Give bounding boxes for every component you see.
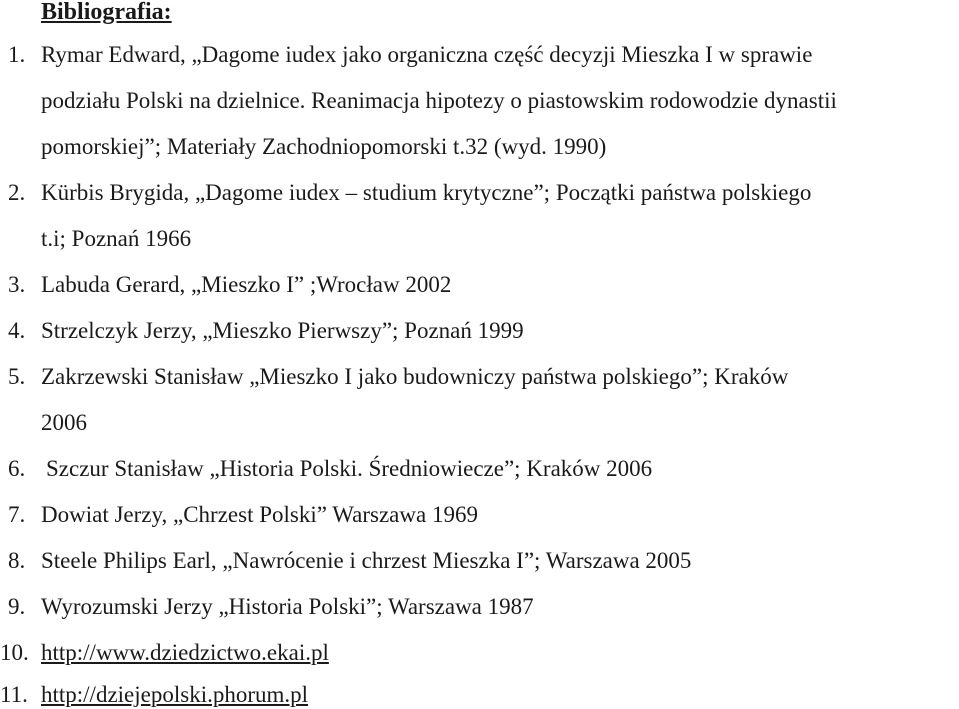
dziedzictwo-link[interactable]: http://www.dziedzictwo.ekai.pl	[41, 640, 329, 665]
entry-number: 8.	[8, 548, 26, 573]
entry-number: 4.	[8, 318, 26, 343]
entry-number: 9.	[8, 594, 26, 619]
entry-text: Szczur Stanisław „Historia Polski. Średniowiecze”; Kraków 2006	[46, 456, 653, 481]
entry-text: t.i; Poznań 1966	[41, 226, 192, 251]
entry-text: Labuda Gerard, „Mieszko I” ;Wrocław 2002	[41, 272, 452, 297]
entry-text: 2006	[41, 410, 87, 435]
entry-number: 5.	[8, 364, 26, 389]
entry-text: Zakrzewski Stanisław „Mieszko I jako budowniczy państwa polskiego”; Kraków	[41, 364, 789, 389]
entry-text: Kürbis Brygida, „Dagome iudex – studium krytyczne”; Początki państwa polskiego	[41, 180, 812, 205]
entry-text: Dowiat Jerzy, „Chrzest Polski” Warszawa 1969	[41, 502, 478, 527]
bibliography-heading: Bibliografia:	[41, 0, 172, 25]
entry-text: Strzelczyk Jerzy, „Mieszko Pierwszy”; Poznań 1999	[41, 318, 524, 343]
entry-text: Rymar Edward, „Dagome iudex jako organiczna część decyzji Mieszka I w sprawie	[41, 42, 813, 67]
entry-number: 3.	[8, 272, 26, 297]
entry-number: 10.	[0, 640, 29, 665]
entry-number: 6.	[8, 456, 26, 481]
entry-number: 7.	[8, 502, 26, 527]
dziejepolski-link[interactable]: http://dziejepolski.phorum.pl	[41, 682, 309, 707]
entry-number: 2.	[8, 180, 26, 205]
entry-text: Wyrozumski Jerzy „Historia Polski”; Warszawa 1987	[41, 594, 534, 619]
entry-number: 11.	[0, 682, 28, 707]
entry-text: pomorskiej”; Materiały Zachodniopomorski t.32 (wyd. 1990)	[41, 134, 607, 159]
entry-text: Steele Philips Earl, „Nawrócenie i chrzest Mieszka I”; Warszawa 2005	[41, 548, 692, 573]
entry-text: podziału Polski na dzielnice. Reanimacja hipotezy o piastowskim rodowodzie dynastii	[41, 88, 837, 113]
entry-number: 1.	[8, 42, 26, 67]
